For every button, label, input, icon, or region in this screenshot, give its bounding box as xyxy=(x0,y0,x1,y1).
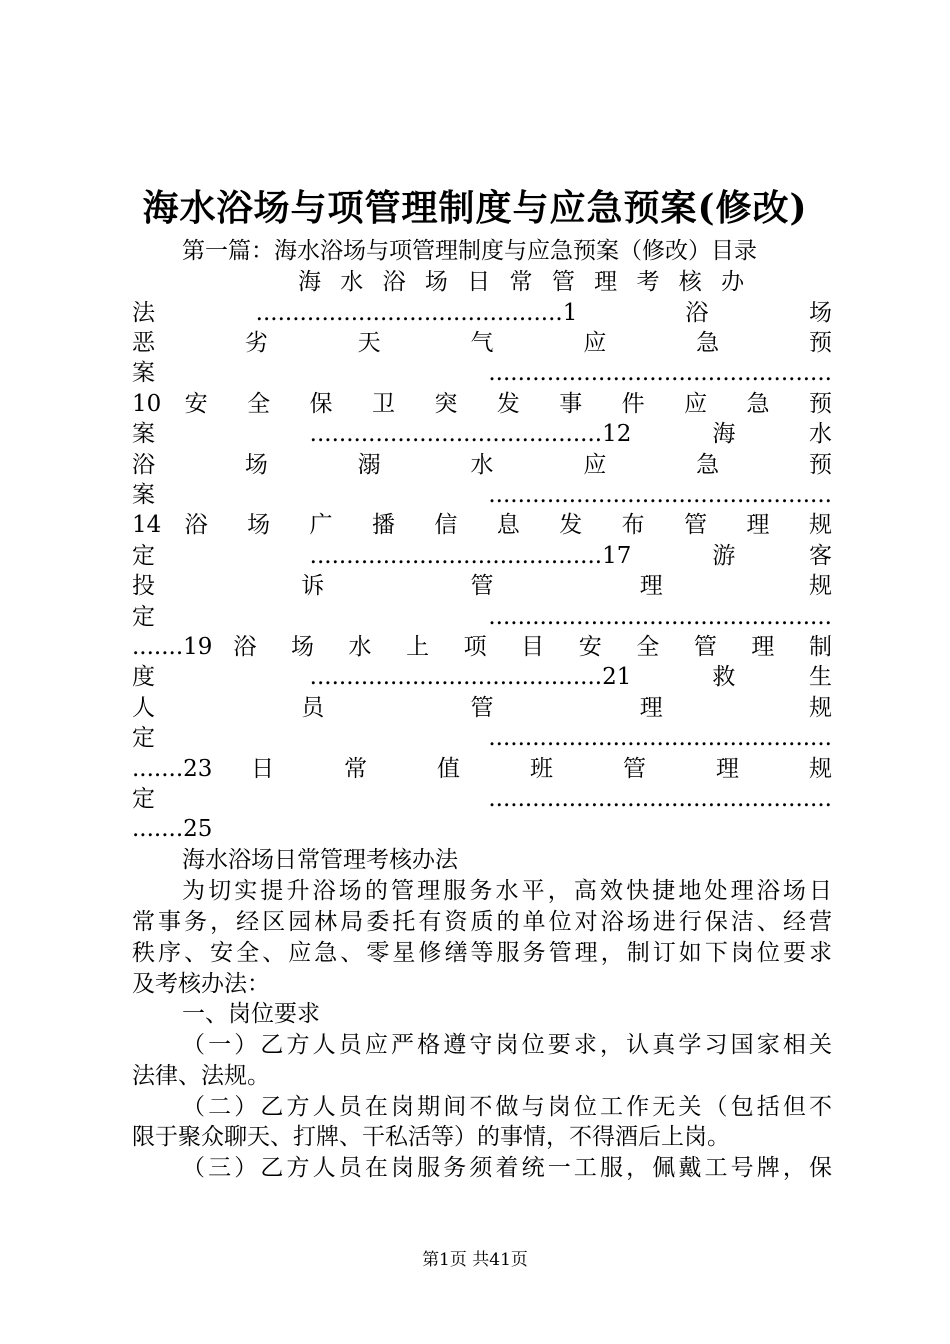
toc-line: 法..........................................1 浴场 xyxy=(132,300,832,326)
toc-line: 恶 劣 天 气 应 急 预 xyxy=(132,330,832,356)
toc-line: 案............................................... xyxy=(132,360,832,386)
body-line: 法律、法规。 xyxy=(132,1063,270,1089)
toc-line: 定............................................... xyxy=(132,786,832,812)
body-line: 一、岗位要求 xyxy=(182,1001,320,1027)
toc-line: 度 ........................................21 救生 xyxy=(132,664,832,690)
body-line: （三）乙方人员在岗服务须着统一工服，佩戴工号牌，保 xyxy=(182,1155,832,1181)
body-line: 秩序、安全、应急、零星修缮等服务管理，制订如下岗位要求 xyxy=(132,940,832,966)
body-line: 为切实提升浴场的管理服务水平，高效快捷地处理浴场日 xyxy=(182,878,832,904)
toc-line: 人 员 管 理 规 xyxy=(132,695,832,721)
subtitle: 第一篇：海水浴场与项管理制度与应急预案（修改）目录 xyxy=(182,238,757,264)
toc-line: 10 安 全 保 卫 突 发 事 件 应 急 预 xyxy=(132,391,832,417)
toc-line: 定 ........................................17 游客 xyxy=(132,543,832,569)
document-title: 海水浴场与项管理制度与应急预案(修改) xyxy=(142,187,808,229)
body-line: （一）乙方人员应严格遵守岗位要求，认真学习国家相关 xyxy=(182,1032,832,1058)
toc-line: 投 诉 管 理 规 xyxy=(132,573,832,599)
toc-line: 案............................................... xyxy=(132,482,832,508)
body-line: 常事务，经区园林局委托有资质的单位对浴场进行保洁、经营 xyxy=(132,909,832,935)
toc-line: 海 水 浴 场 日 常 管 理 考 核 办 xyxy=(298,269,751,295)
toc-line: 案 ........................................12 海水 xyxy=(132,421,832,447)
toc-line: .......25 xyxy=(132,816,213,842)
page-footer: 第1页 共41页 xyxy=(422,1250,528,1270)
toc-line: .......19 浴 场 水 上 项 目 安 全 管 理 制 xyxy=(132,634,832,660)
body-line: （二）乙方人员在岗期间不做与岗位工作无关（包括但不 xyxy=(182,1094,832,1120)
body-line: 限于聚众聊天、打牌、干私活等）的事情，不得酒后上岗。 xyxy=(132,1124,730,1150)
body-line: 及考核办法： xyxy=(132,971,270,997)
section-title: 海水浴场日常管理考核办法 xyxy=(182,847,458,873)
toc-line: 浴 场 溺 水 应 急 预 xyxy=(132,452,832,478)
toc-line: 定............................................... xyxy=(132,725,832,751)
toc-line: 14 浴 场 广 播 信 息 发 布 管 理 规 xyxy=(132,512,832,538)
toc-line: .......23 日 常 值 班 管 理 规 xyxy=(132,756,832,782)
toc-line: 定............................................... xyxy=(132,604,832,630)
